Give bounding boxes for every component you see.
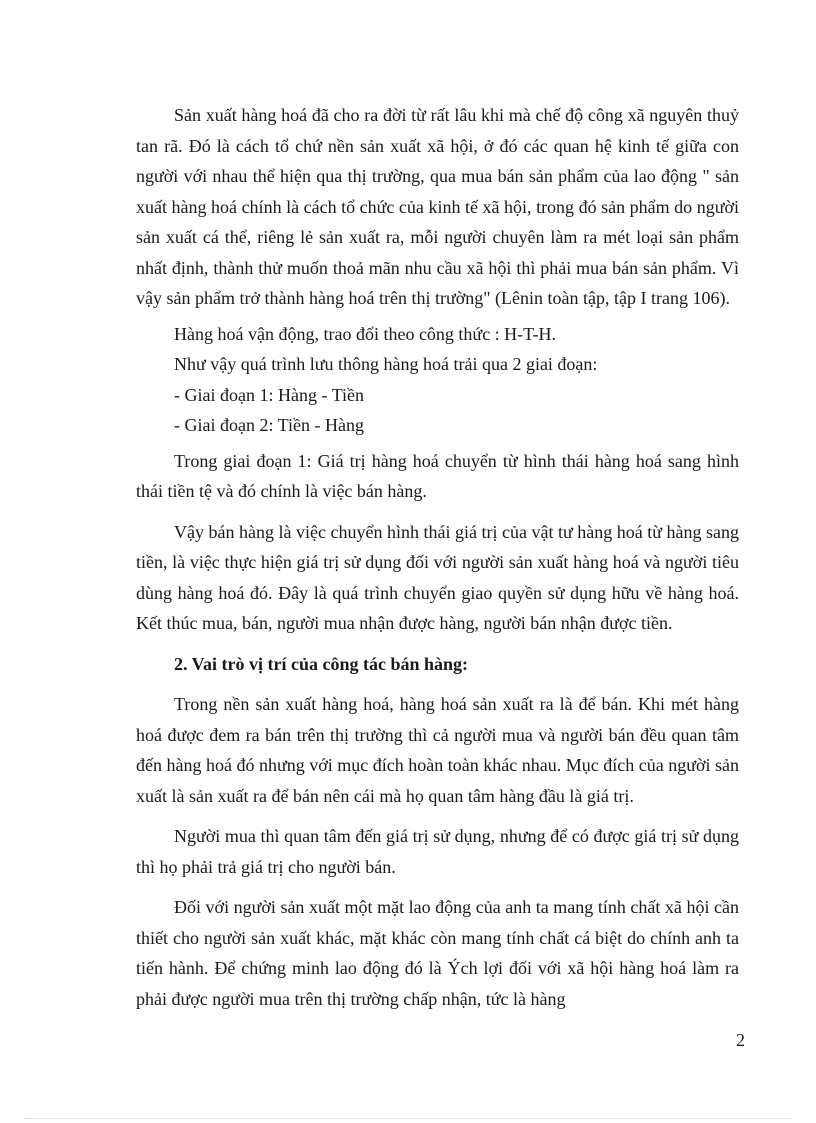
paragraph-formula: Hàng hoá vận động, trao đổi theo công thức : H-T-H. — [174, 323, 557, 344]
paragraph-stage-1-detail: Trong giai đoạn 1: Giá trị hàng hoá chuyển từ hình thái hàng hoá sang hình thái tiền tệ và đó chính là việc bán hàng. — [136, 450, 739, 501]
list-item-stage-1: - Giai đoạn 1: Hàng - Tiền — [174, 384, 364, 405]
list-item-stage-2: - Giai đoạn 2: Tiền - Hàng — [174, 415, 364, 435]
section-heading: 2. Vai trò vị trí của công tác bán hàng: — [174, 653, 469, 674]
paragraph-stages-intro: Như vậy quá trình lưu thông hàng hoá trải qua 2 giai đoạn: — [174, 354, 598, 374]
paragraph-producer: Đối với người sản xuất một mặt lao động của anh ta mang tính chất xã hội cần thiết cho người sản xuất khác, mặt khác còn mang tính chất cá biệt do chính anh ta tiến hành. Để chứng minh lao động đó là Ých lợi đối với xã hội hàng hoá làm ra phải được người mua trên thị trường chấp nhận, tức là hàng — [136, 897, 739, 1009]
page-number: 2 — [736, 1030, 745, 1050]
page-body — [136, 100, 739, 1024]
page-bottom-divider — [24, 1118, 792, 1119]
paragraph-intro: Sản xuất hàng hoá đã cho ra đời từ rất lâu khi mà chế độ công xã nguyên thuỷ tan rã. Đó là cách tổ chứ nền sản xuất xã hội, ở đó các quan hệ kinh tế giữa con người với nhau thể hiện qua thị trường, qua mua bán sản phẩm của lao động " sản xuất hàng hoá chính là cách tổ chức của kinh tế xã hội, trong đó sản phẩm do người sản xuất cá thể, riêng lẻ sản xuất ra, mỗi người chuyên làm ra mét loại sản phẩm nhất định, thành thử muốn thoả mãn nhu cầu xã hội thì phải mua bán sản phẩm. Vì vậy sản phẩm trở thành hàng hoá trên thị trường" (Lênin toàn tập, tập I trang 106). — [136, 105, 739, 308]
paragraph-commodity-production: Trong nền sản xuất hàng hoá, hàng hoá sản xuất ra là để bán. Khi mét hàng hoá được đem ra bán trên thị trường thì cả người mua và người bán đều quan tâm đến hàng hoá đó nhưng với mục đích hoàn toàn khác nhau. Mục đích của người sản xuất là sản xuất ra để bán nên cái mà họ quan tâm hàng đầu là giá trị. — [136, 694, 739, 806]
paragraph-buyer: Người mua thì quan tâm đến giá trị sử dụng, nhưng để có được giá trị sử dụng thì họ phải trả giá trị cho người bán. — [136, 826, 739, 877]
paragraph-sales-definition: Vậy bán hàng là việc chuyển hình thái giá trị của vật tư hàng hoá từ hàng sang tiền, là việc thực hiện giá trị sử dụng đối với người sản xuất hàng hoá và người tiêu dùng hàng hoá đó. Đây là quá trình chuyển giao quyền sử dụng hữu về hàng hoá. Kết thúc mua, bán, người mua nhận được hàng, người bán nhận được tiền. — [136, 521, 739, 633]
